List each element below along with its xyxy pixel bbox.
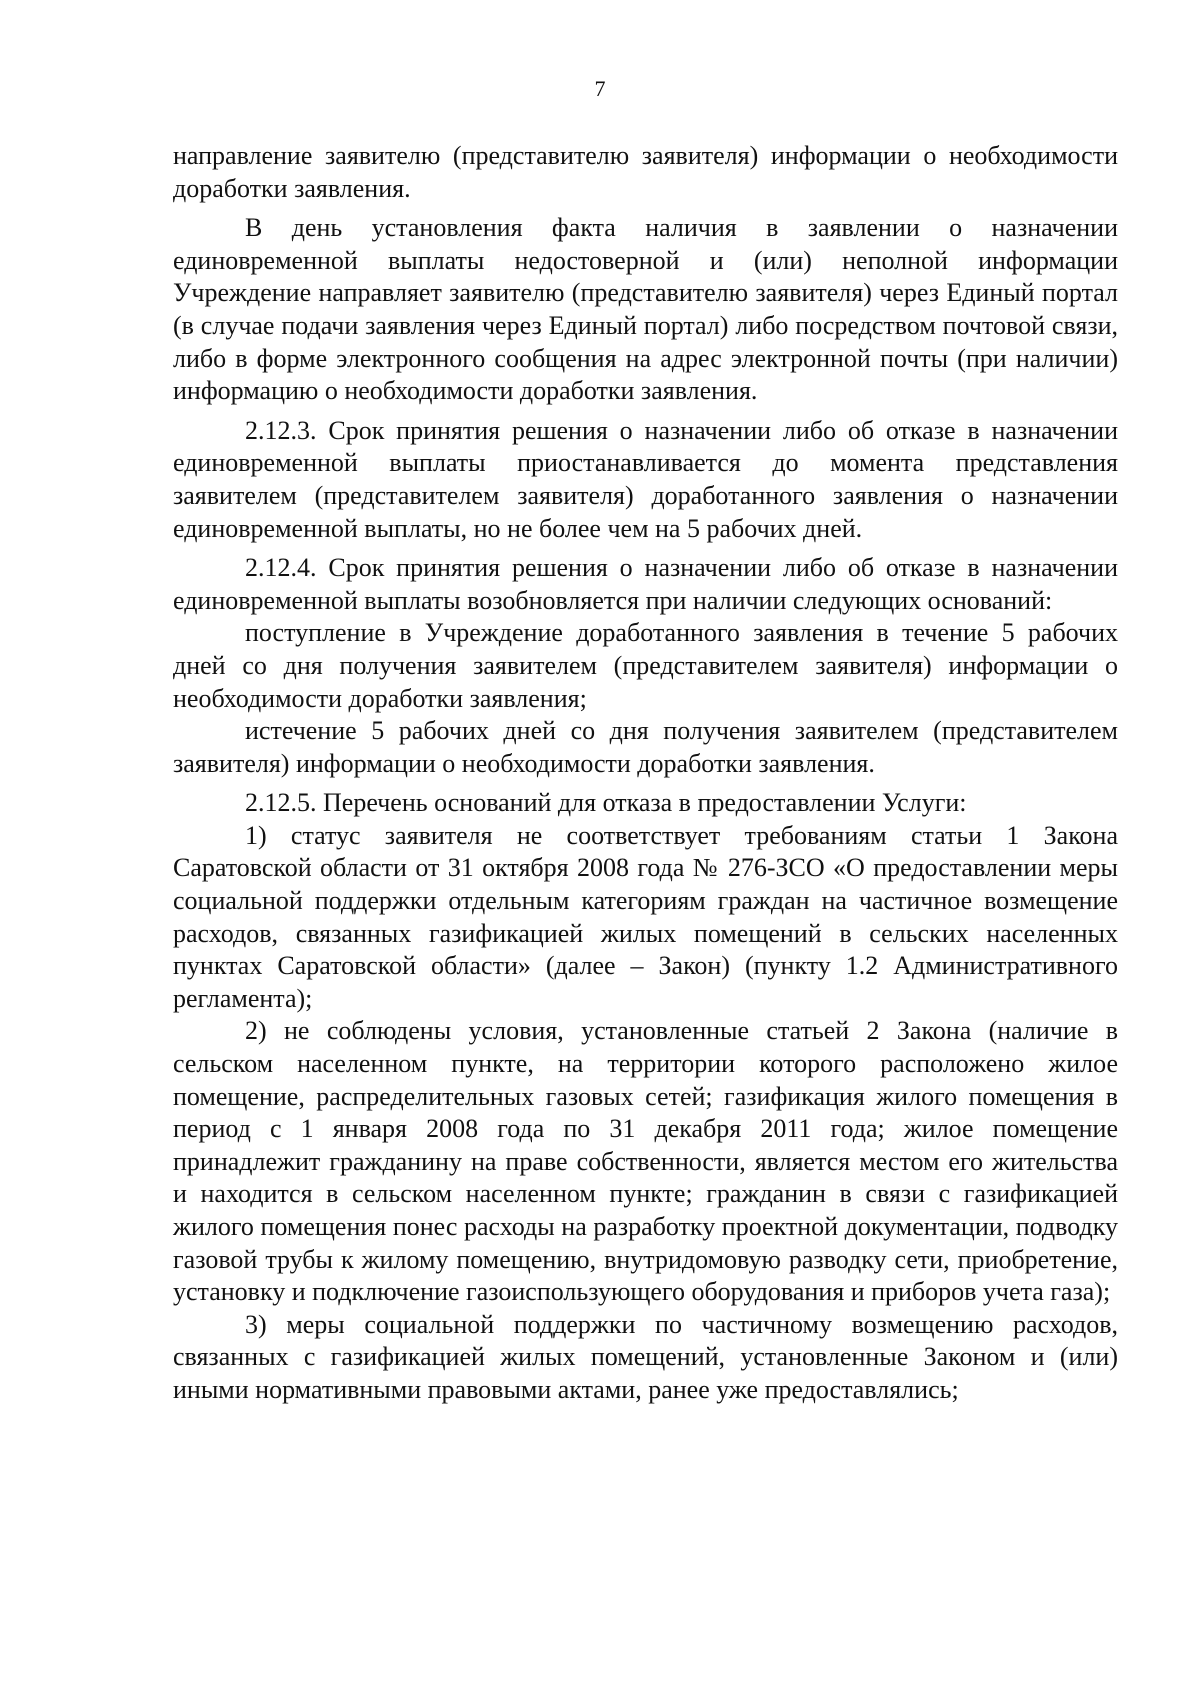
paragraph-2-12-5: 2.12.5. Перечень оснований для отказа в предоставлении Услуги: bbox=[245, 788, 967, 818]
list-item-refusal-1: 1) статус заявителя не соответствует требованиям статьи 1 Закона Саратовской области от 31 октября 2008 года № 276-ЗСО «О предоставлении меры социальной поддержки отдельным категориям граждан на частичное возмещение расходов, связанных газификацией жилых помещений в сельских населенных пунктах Саратовской области» (далее – Закон) (пункту 1.2 Административного регламента); bbox=[173, 820, 1118, 1013]
document-body bbox=[173, 140, 1118, 1407]
page-number: 7 bbox=[594, 76, 606, 101]
paragraph-resume-condition-1: поступление в Учреждение доработанного заявления в течение 5 рабочих дней со дня получения заявителем (представителем заявителя) информации о необходимости доработки заявления; bbox=[173, 618, 1118, 713]
paragraph-2-12-4: 2.12.4. Срок принятия решения о назначении либо об отказе в назначении единовременной выплаты возобновляется при наличии следующих оснований: bbox=[173, 553, 1118, 615]
list-item-refusal-2: 2) не соблюдены условия, установленные статьей 2 Закона (наличие в сельском населенном пункте, на территории которого расположено жилое помещение, распределительных газовых сетей; газификация жилого помещения в период с 1 января 2008 года по 31 декабря 2011 года; жилое помещение принадлежит гражданину на праве собственности, является местом его жительства и находится в сельском населенном пункте; гражданин в связи с газификацией жилого помещения понес расходы на разработку проектной документации, подводку газовой трубы к жилому помещению, внутридомовую разводку сети, приобретение, установку и подключение газоиспользующего оборудования и приборов учета газа); bbox=[173, 1016, 1118, 1307]
paragraph-2-12-3: 2.12.3. Срок принятия решения о назначении либо об отказе в назначении единовременной выплаты приостанавливается до момента представления заявителем (представителем заявителя) доработанного заявления о назначении единовременной выплаты, но не более чем на 5 рабочих дней. bbox=[173, 415, 1118, 543]
paragraph-continuation: направление заявителю (представителю заявителя) информации о необходимости доработки заявления. bbox=[173, 141, 1118, 203]
paragraph-resume-condition-2: истечение 5 рабочих дней со дня получения заявителем (представителем заявителя) информации о необходимости доработки заявления. bbox=[173, 716, 1118, 778]
paragraph-incomplete-info-notice: В день установления факта наличия в заявлении о назначении единовременной выплаты недостоверной и (или) неполной информации Учреждение направляет заявителю (представителю заявителя) через Единый портал (в случае подачи заявления через Единый портал) либо посредством почтовой связи, либо в форме электронного сообщения на адрес электронной почты (при наличии) информацию о необходимости доработки заявления. bbox=[173, 213, 1118, 406]
list-item-refusal-3: 3) меры социальной поддержки по частичному возмещению расходов, связанных с газификацией жилых помещений, установленные Законом и (или) иными нормативными правовыми актами, ранее уже предоставлялись; bbox=[173, 1309, 1118, 1404]
